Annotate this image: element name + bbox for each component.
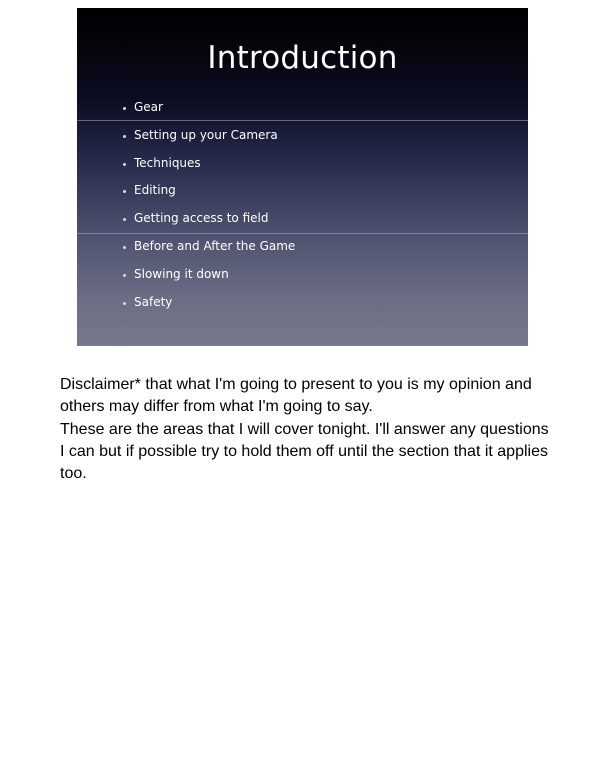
slide-bullet-item <box>123 211 295 239</box>
bullet-text: Setting up your Camera <box>134 127 278 142</box>
slide-title: Introduction <box>207 40 398 76</box>
bullet-dot-icon <box>123 302 126 305</box>
notes-paragraph-overview: These are the areas that I will cover tonight. I'll answer any questions I can but if possible try to hold them off until the section that it applies too. <box>60 420 549 483</box>
speaker-notes <box>60 374 550 485</box>
slide-bullet-item <box>123 100 295 128</box>
bullet-text: Getting access to field <box>134 211 269 226</box>
bullet-text: Techniques <box>134 155 201 170</box>
bullet-dot-icon <box>123 274 126 277</box>
slide-bullet-list <box>123 100 295 322</box>
bullet-dot-icon <box>123 190 126 193</box>
slide-bullet-item <box>123 267 295 295</box>
slide-bullet-item <box>123 239 295 267</box>
bullet-dot-icon <box>123 163 126 166</box>
bullet-dot-icon <box>123 107 126 110</box>
slide-bullet-item <box>123 295 295 323</box>
slide-bullet-item <box>123 183 295 211</box>
bullet-text: Safety <box>134 294 173 309</box>
bullet-text: Editing <box>134 183 176 198</box>
bullet-dot-icon <box>123 246 126 249</box>
bullet-text: Slowing it down <box>134 266 229 281</box>
slide-image <box>77 8 528 346</box>
bullet-text: Gear <box>134 100 163 114</box>
bullet-text: Before and After the Game <box>134 238 296 253</box>
slide-bullet-item <box>123 156 295 184</box>
bullet-dot-icon <box>123 218 126 221</box>
slide-bullet-item <box>123 128 295 156</box>
bullet-dot-icon <box>123 135 126 138</box>
notes-paragraph-disclaimer: Disclaimer* that what I'm going to present to you is my opinion and others may differ from what I'm going to say. <box>60 376 532 416</box>
